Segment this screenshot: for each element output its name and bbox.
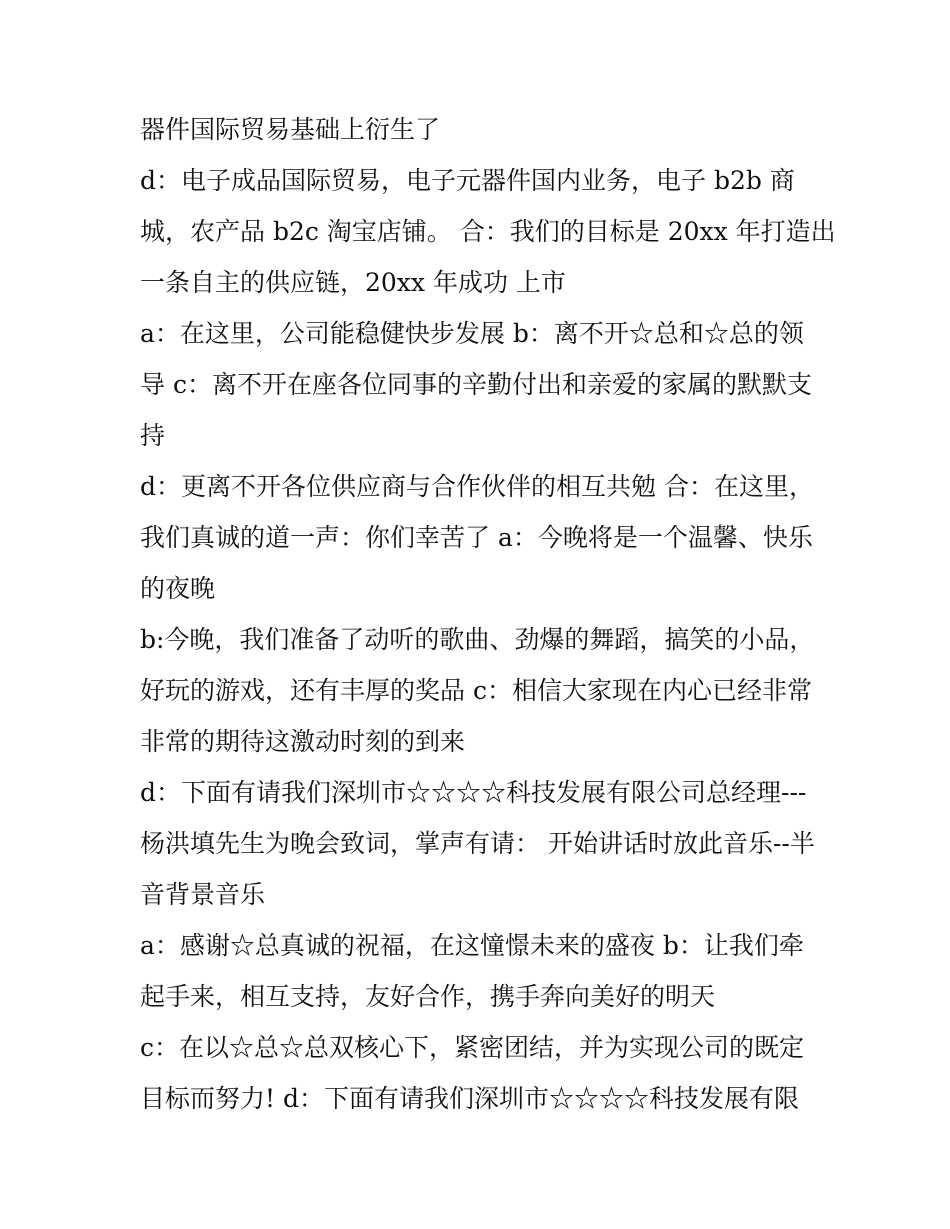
text-line: b:今晚，我们准备了动听的歌曲、劲爆的舞蹈，搞笑的小品，	[140, 625, 815, 654]
text-line: 好玩的游戏，还有丰厚的奖品 c：相信大家现在内心已经非常	[140, 676, 812, 705]
text-line: c：在以☆总☆总双核心下，紧密团结，并为实现公司的既定	[140, 1033, 805, 1062]
text-line: 的夜晚	[140, 574, 216, 603]
text-line: 城，农产品 b2c 淘宝店铺。 合：我们的目标是 20xx 年打造出	[140, 217, 836, 246]
text-line: 杨洪填先生为晚会致词，掌声有请： 开始讲话时放此音乐--半	[140, 829, 815, 858]
text-line: 器件国际贸易基础上衍生了	[140, 115, 441, 144]
text-line: 持	[140, 421, 166, 450]
text-line: d：更离不开各位供应商与合作伙伴的相互共勉 合：在这里，	[140, 472, 814, 501]
text-line: 我们真诚的道一声：你们幸苦了 a：今晚将是一个温馨、快乐	[140, 523, 813, 552]
text-line: 一条自主的供应链，20xx 年成功 上市	[140, 268, 566, 297]
text-line: a：在这里，公司能稳健快步发展 b：离不开☆总和☆总的领	[140, 319, 804, 348]
text-line: 起手来，相互支持，友好合作，携手奔向美好的明天	[140, 982, 716, 1011]
document-body	[140, 104, 836, 1124]
text-line: a：感谢☆总真诚的祝福，在这憧憬未来的盛夜 b：让我们牵	[140, 931, 804, 960]
text-line: 非常的期待这激动时刻的到来	[140, 727, 466, 756]
text-line: d：下面有请我们深圳市☆☆☆☆科技发展有限公司总经理---	[140, 778, 807, 807]
text-line: 目标而努力! d：下面有请我们深圳市☆☆☆☆科技发展有限	[140, 1084, 799, 1113]
text-line: 导 c：离不开在座各位同事的辛勤付出和亲爱的家属的默默支	[140, 370, 812, 399]
text-line: d：电子成品国际贸易，电子元器件国内业务，电子 b2b 商	[140, 166, 795, 195]
text-line: 音背景音乐	[140, 880, 266, 909]
